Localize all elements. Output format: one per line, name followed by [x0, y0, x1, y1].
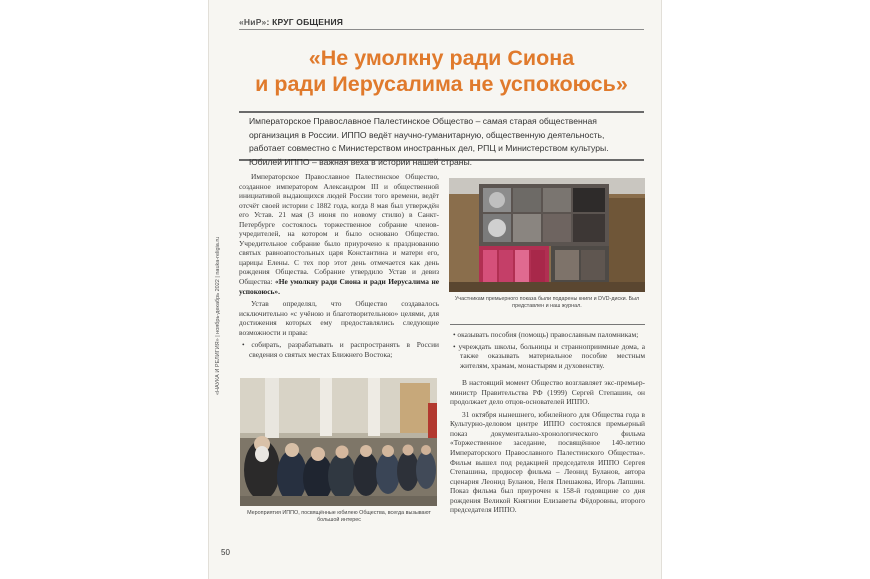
headline-line-2: и ради Иерусалима не успокоюсь»	[255, 72, 628, 96]
bullet-item-3: • учреждать школы, больницы и странноприимные дома, а также оказывать материальное пособие местным жителям, храмам, монастырям и духовенству.	[453, 341, 645, 370]
paragraph-3: В настоящий момент Общество возглавляет экс-премьер-министр Правительства РФ (1999) Сергей Степашин, он продолжает дело отцов-основателей ИППО.	[450, 378, 645, 407]
books-photo-caption: Участникам премьерного показа были подарены книги и DVD-диски. Был представлен и наш журнал.	[454, 296, 640, 309]
meeting-photo-image	[240, 378, 437, 506]
magazine-brand: «НиР»	[239, 17, 267, 27]
paragraph-1: Императорское Православное Палестинское Общество, созданное императором Александром III и общественной инициативой выдающихся людей России того времени, ведёт отсчёт своей истории с 1882 года, когда 8 мая был утверждён его Устав. 21 мая (3 июня по новому стилю) в Санкт-Петербурге состоялось торжественное собрание членов-учредителей, на котором и было основано Общество. Учредительное собрание было приурочено к празднованию святых равноапостольных царя Константина и матери его, царицы Елены. С тех пор этот день отмечается как день рождения Общества. Собрание утвердило Устав и девиз Общества: «Не умолкну ради Сиона и ради Иерусалима не успокоюсь».	[239, 172, 439, 296]
books-photo-image	[449, 178, 645, 292]
meeting-photo	[240, 378, 437, 506]
section-rubric: «НиР»: КРУГ ОБЩЕНИЯ	[239, 17, 644, 30]
page-number: 50	[221, 548, 230, 557]
article-lead: Императорское Православное Палестинское Общество – самая старая общественная организация в России. ИППО ведёт научно-гуманитарную, общественную деятельность, работает совместно с Министерством иностранных дел, РПЦ и Министерством культуры. Юбилей ИППО – важная веха в истории нашей страны.	[239, 111, 644, 161]
paragraph-4: 31 октября нынешнего, юбилейного для Общества года в Культурно-деловом центре ИППО состоялся премьерный показ документально-хронологического фильма «Торжественное заседание, посвящённое 140-летию Императорского Православного Палестинского Общества». Фильм вышел под редакцией председателя ИППО Сергея Степашина, продюсер фильма – Леонид Буланов, автора сценария Леонид Буланов, Неля Плешакова, Игорь Лапшин. Показ фильма был приурочен к 158-й годовщине со дня рождения Великой Княгини Елизаветы Фёдоровны, второго председателя ИППО.	[450, 409, 645, 515]
bullet-item-1: • собирать, разрабатывать и распространять в России сведения о святых местах Ближнего Востока;	[242, 340, 439, 359]
vertical-side-text: «НАУКА И РЕЛИГИЯ» | ноябрь-декабрь 2022 | nauka-religia.ru	[215, 236, 221, 395]
column-divider	[450, 324, 645, 325]
meeting-photo-caption: Мероприятия ИППО, посвящённые юбилею Общества, всегда вызывают большой интерес	[247, 510, 431, 523]
bullet-item-2: • оказывать пособия (помощь) православным паломникам;	[453, 330, 639, 339]
headline-line-1: «Не умолкну ради Сиона	[308, 46, 575, 70]
magazine-page	[209, 0, 661, 579]
left-text-column	[239, 172, 439, 361]
section-name: КРУГ ОБЩЕНИЯ	[272, 17, 344, 27]
motto-bold: «Не умолкну ради Сиона и ради Иерусалима не успокоюсь».	[239, 277, 439, 296]
right-text-column	[450, 324, 645, 518]
article-headline	[239, 45, 644, 97]
books-photo	[449, 178, 645, 292]
paragraph-2: Устав определял, что Общество создавалось исключительно «с учёною и благотворительною» целями, для достижения которых ему предоставлялись следующие возможности и права:	[239, 299, 439, 337]
